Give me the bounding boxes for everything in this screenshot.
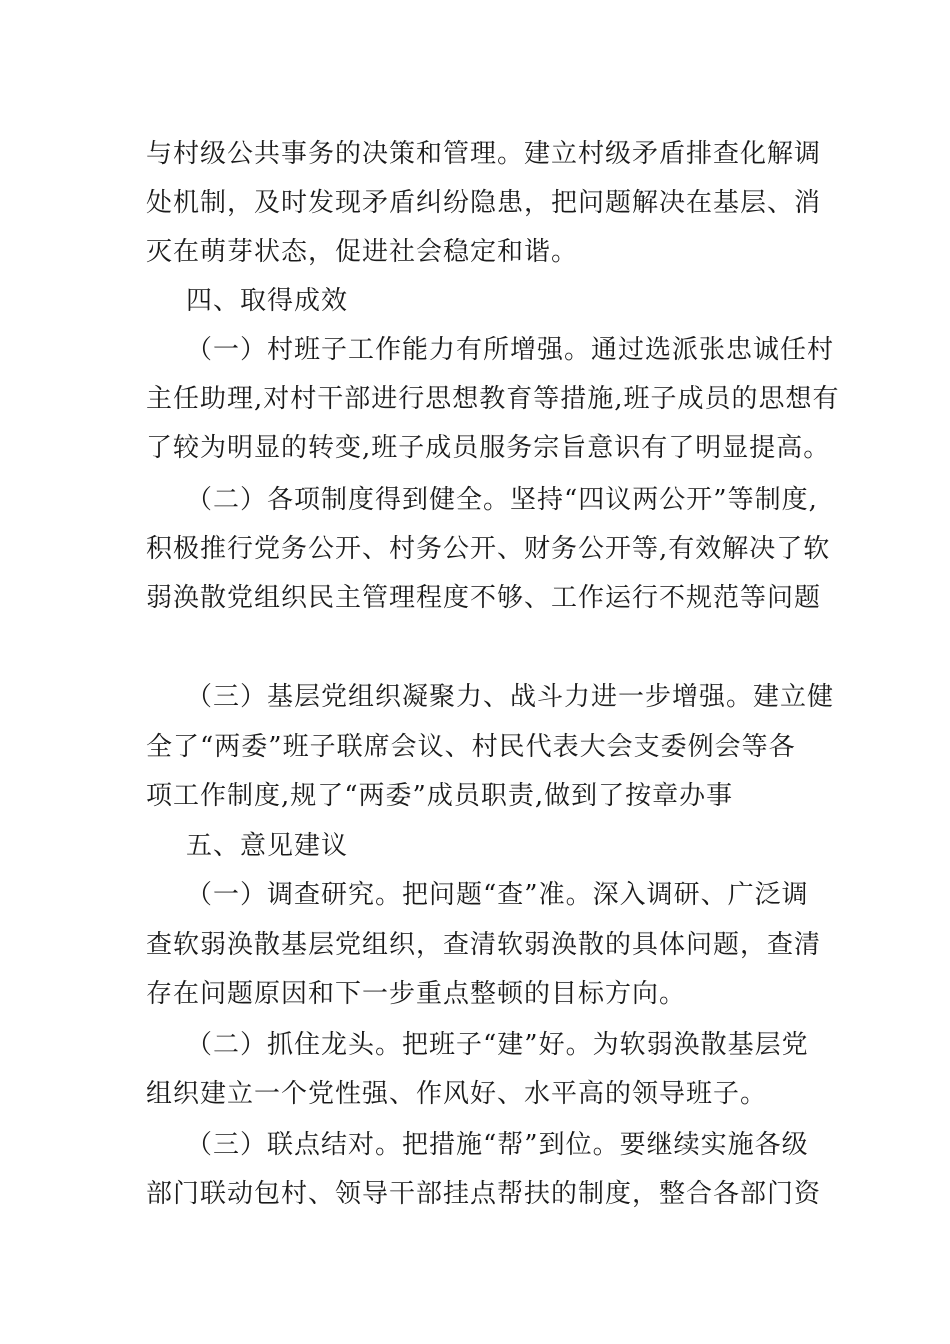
text-line-7: 了较为明显的转变,班子成员服务宗旨意识有了明显提高。: [146, 433, 831, 463]
text-line-5: （一）村班子工作能力有所增强。通过选派张忠诚任村: [186, 335, 835, 365]
text-line-9: 积极推行党务公开、村务公开、财务公开等,有效解决了软: [146, 534, 831, 564]
text-line-19: 组织建立一个党性强、作风好、水平高的领导班子。: [146, 1079, 768, 1109]
text-line-6: 主任助理,对村干部进行思想教育等措施,班子成员的思想有: [146, 384, 840, 414]
text-line-21: 部门联动包村、领导干部挂点帮扶的制度，整合各部门资: [146, 1179, 822, 1209]
section-heading-suggestions: 五、意见建议: [186, 831, 349, 861]
text-line-17: 存在问题原因和下一步重点整顿的目标方向。: [146, 979, 687, 1009]
section-heading-results: 四、取得成效: [186, 286, 349, 316]
text-line-16: 查软弱涣散基层党组织，查清软弱涣散的具体问题，查清: [146, 930, 822, 960]
text-line-12: 全了“两委”班子联席会议、村民代表大会支委例会等各: [146, 732, 796, 762]
text-line-8: （二）各项制度得到健全。坚持“四议两公开”等制度,: [186, 485, 818, 515]
text-line-15: （一）调查研究。把问题“查”准。深入调研、广泛调: [186, 880, 809, 910]
text-line-3: 灭在萌芽状态，促进社会稳定和谐。: [146, 237, 579, 267]
text-line-10: 弱涣散党组织民主管理程度不够、工作运行不规范等问题: [146, 583, 822, 613]
text-line-2: 处机制，及时发现矛盾纠纷隐患，把问题解决在基层、消: [146, 188, 822, 218]
text-line-18: （二）抓住龙头。把班子“建”好。为软弱涣散基层党: [186, 1030, 809, 1060]
text-line-13: 项工作制度,规了“两委”成员职责,做到了按章办事: [146, 781, 734, 811]
text-line-11: （三）基层党组织凝聚力、战斗力进一步增强。建立健: [186, 682, 835, 712]
text-line-1: 与村级公共事务的决策和管理。建立村级矛盾排查化解调: [146, 139, 822, 169]
text-line-20: （三）联点结对。把措施“帮”到位。要继续实施各级: [186, 1130, 809, 1160]
